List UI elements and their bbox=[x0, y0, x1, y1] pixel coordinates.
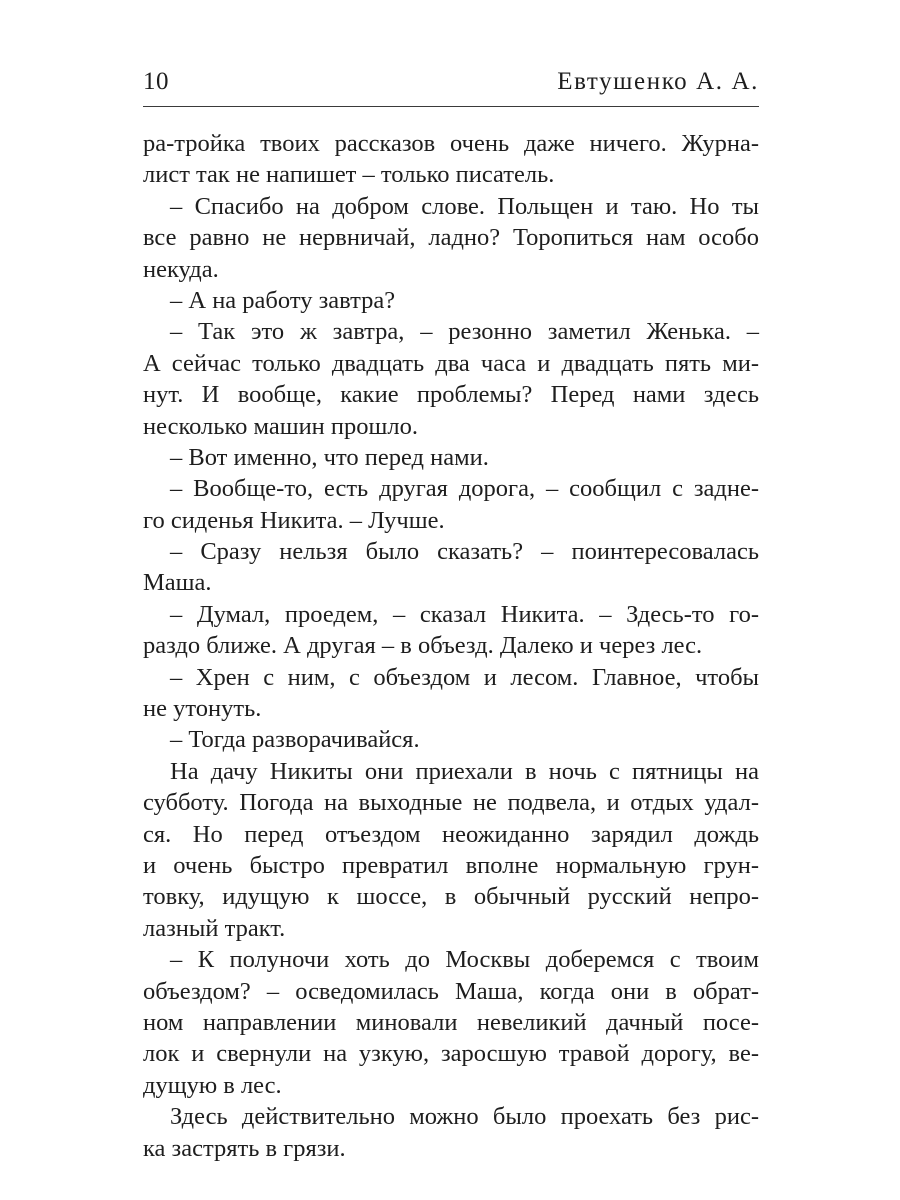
text-line: ся. Но перед отъездом неожиданно зарядил дождь bbox=[143, 820, 759, 848]
text-line: лист так не напишет – только писатель. bbox=[143, 161, 555, 189]
text-line: – Хрен с ним, с объездом и лесом. Главное, чтобы bbox=[170, 663, 759, 691]
text-line: все равно не нервничай, ладно? Торопиться нам особо bbox=[143, 224, 759, 252]
page-header bbox=[143, 66, 759, 107]
text-line: раздо ближе. А другая – в объезд. Далеко и через лес. bbox=[143, 632, 703, 660]
text-line: некуда. bbox=[143, 255, 219, 283]
text-line: объездом? – осведомилась Маша, когда они в обрат- bbox=[143, 977, 759, 1005]
body-text bbox=[143, 128, 759, 1164]
text-line: – Тогда разворачивайся. bbox=[170, 726, 420, 754]
text-line: Здесь действительно можно было проехать без рис- bbox=[170, 1103, 759, 1131]
running-head-author: Евтушенко А. А. bbox=[557, 68, 759, 95]
text-line: – Спасибо на добром слове. Польщен и таю. Но ты bbox=[170, 192, 759, 220]
text-line: не утонуть. bbox=[143, 695, 262, 723]
text-line: дущую в лес. bbox=[143, 1071, 282, 1099]
text-line: лок и свернули на узкую, заросшую травой дорогу, ве- bbox=[143, 1040, 759, 1068]
text-line: – Думал, проедем, – сказал Никита. – Здесь-то го- bbox=[170, 600, 759, 628]
page-number: 10 bbox=[143, 68, 169, 95]
text-line: товку, идущую к шоссе, в обычный русский непро- bbox=[143, 883, 759, 911]
text-line: ра-тройка твоих рассказов очень даже ничего. Журна- bbox=[143, 130, 759, 157]
text-line: нут. И вообще, какие проблемы? Перед нами здесь bbox=[143, 381, 759, 409]
text-line: – А на работу завтра? bbox=[170, 286, 396, 314]
text-line: и очень быстро превратил вполне нормальную грун- bbox=[143, 851, 759, 879]
text-line: ном направлении миновали невеликий дачный посе- bbox=[143, 1008, 759, 1036]
text-line: Маша. bbox=[143, 569, 212, 597]
text-line: субботу. Погода на выходные не подвела, и отдых удал- bbox=[143, 789, 759, 817]
text-line: – Так это ж завтра, – резонно заметил Женька. – bbox=[170, 318, 759, 346]
text-line: – Вообще-то, есть другая дорога, – сообщил с задне- bbox=[170, 475, 759, 503]
text-line: ка застрять в грязи. bbox=[143, 1134, 346, 1162]
text-line: го сиденья Никита. – Лучше. bbox=[143, 506, 445, 534]
text-line: лазный тракт. bbox=[143, 914, 286, 942]
text-line: – Вот именно, что перед нами. bbox=[170, 443, 489, 471]
text-line: – К полуночи хоть до Москвы доберемся с твоим bbox=[170, 946, 759, 974]
text-line: На дачу Никиты они приехали в ночь с пятницы на bbox=[170, 757, 759, 785]
text-line: – Сразу нельзя было сказать? – поинтересовалась bbox=[170, 538, 759, 566]
text-line: А сейчас только двадцать два часа и двадцать пять ми- bbox=[143, 349, 759, 377]
text-line: несколько машин прошло. bbox=[143, 412, 418, 440]
